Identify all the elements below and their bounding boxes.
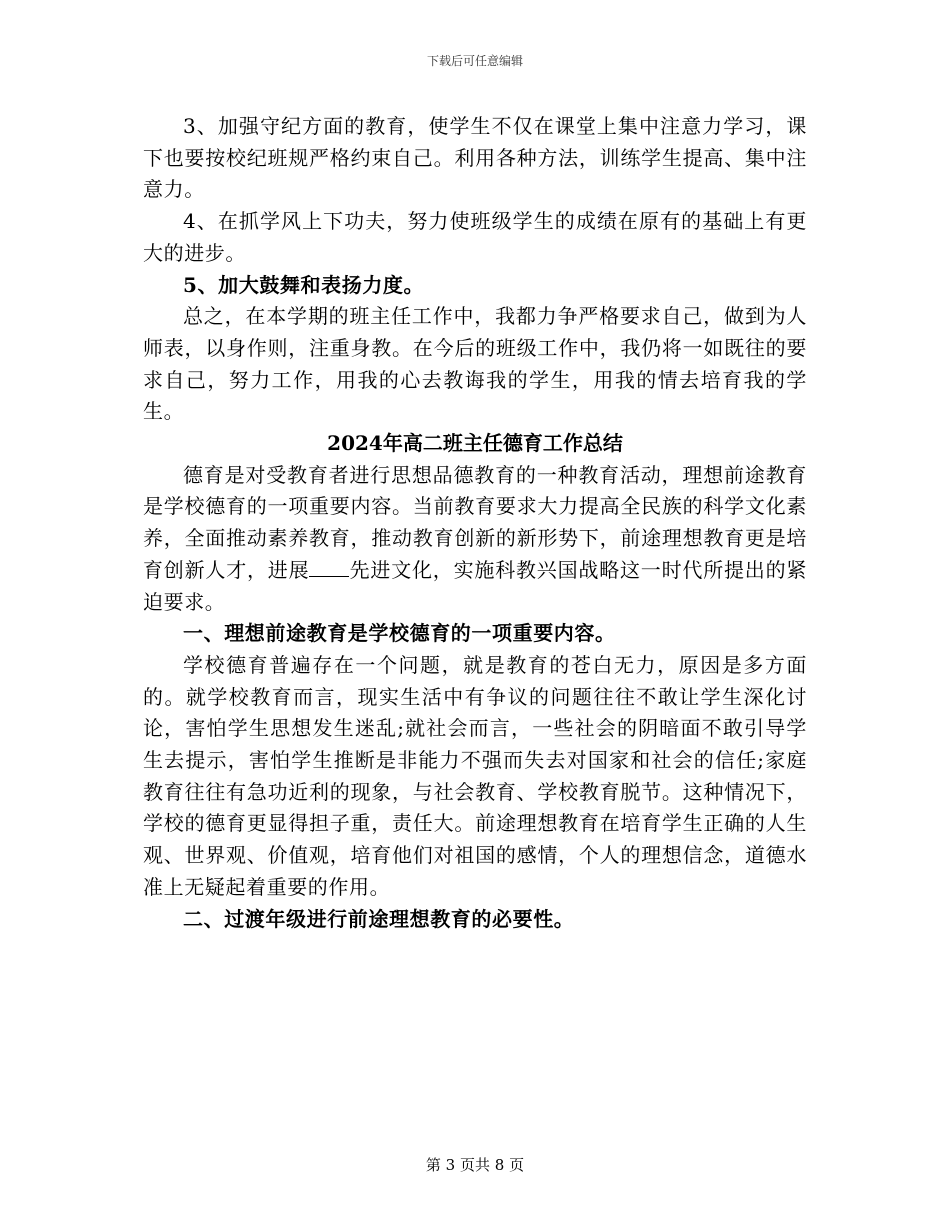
document-body — [143, 111, 807, 935]
paragraph-intro-part2: 先进文化，实施科教兴国战略这一时代所提出的紧迫要求。 — [143, 557, 807, 614]
section-heading-2: 二、过渡年级进行前途理想教育的必要性。 — [183, 906, 575, 931]
section-heading-1: 一、理想前途教育是学校德育的一项重要内容。 — [183, 621, 616, 646]
paragraph-section-1: 学校德育普遍存在一个问题，就是教育的苍白无力，原因是多方面的。就学校教育而言，现实生活中有争议的问题往往不敢让学生深化讨论，害怕学生思想发生迷乱;就社会而言，一些社会的阴暗面不敢引导学生去提示，害怕学生推断是非能力不强而失去对国家和社会的信任;家庭教育往往有急功近利的现象，与社会教育、学校教育脱节。这种情况下，学校的德育更显得担子重，责任大。前途理想教育在培育学生正确的人生观、世界观、价值观，培育他们对祖国的感情，个人的理想信念，道德水准上无疑起着重要的作用。 — [143, 652, 807, 899]
heading-item-5: 5、加大鼓舞和表扬力度。 — [183, 272, 425, 297]
paragraph-item-3: 3、加强守纪方面的教育，使学生不仅在课堂上集中注意力学习，课下也要按校纪班规严格约束自己。利用各种方法，训练学生提高、集中注意力。 — [143, 114, 807, 202]
page-footer: 第 3 页共 8 页 — [425, 1156, 525, 1174]
paragraph-item-4: 4、在抓学风上下功夫，努力使班级学生的成绩在原有的基础上有更大的进步。 — [143, 209, 807, 265]
paragraph-conclusion: 总之，在本学期的班主任工作中，我都力争严格要求自己，做到为人师表，以身作则，注重身教。在今后的班级工作中，我仍将一如既往的要求自己，努力工作，用我的心去教诲我的学生，用我的情去培育我的学生。 — [143, 304, 807, 424]
fill-in-blank — [309, 575, 349, 577]
document-title: 2024年高二班主任德育工作总结 — [327, 431, 623, 456]
paragraph-intro — [143, 460, 807, 619]
paragraph-intro-part1: 德育是对受教育者进行思想品德教育的一种教育活动，理想前途教育是学校德育的一项重要内容。当前教育要求大力提高全民族的科学文化素养，全面推动素养教育，推动教育创新的新形势下，前途理想教育更是培育创新人才，进展 — [143, 462, 807, 582]
page-header: 下载后可任意编辑 — [426, 54, 523, 68]
